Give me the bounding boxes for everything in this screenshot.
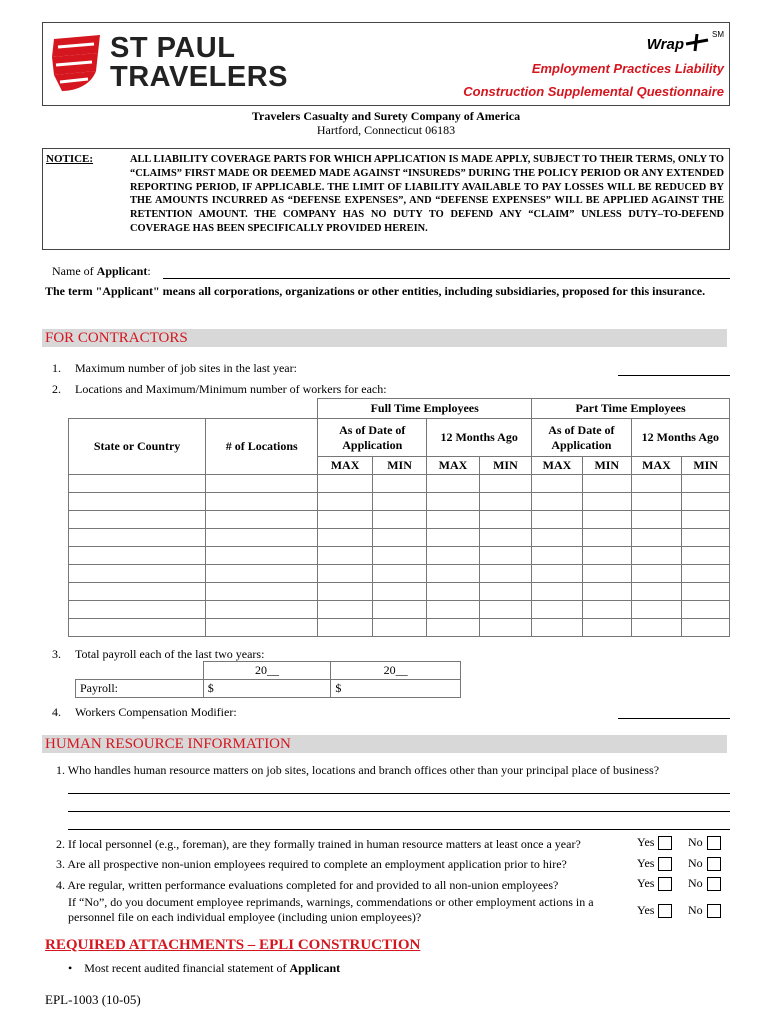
location-cell[interactable] <box>532 475 583 493</box>
company-address: Hartford, Connecticut 06183 <box>316 123 456 137</box>
location-cell[interactable] <box>532 493 583 511</box>
location-cell[interactable] <box>631 565 682 583</box>
location-row <box>69 565 730 583</box>
hr-q1-text: 1. Who handles human resource matters on job sites, locations and branch offices other than your principal place of business? <box>56 763 660 777</box>
payroll-year-2[interactable]: 20__ <box>331 662 461 680</box>
location-cell[interactable] <box>682 511 730 529</box>
job-sites-field[interactable] <box>618 375 730 376</box>
location-cell[interactable] <box>427 547 480 565</box>
location-cell[interactable] <box>479 475 531 493</box>
location-cell[interactable] <box>206 601 318 619</box>
location-cell[interactable] <box>631 619 682 637</box>
location-cell[interactable] <box>582 529 631 547</box>
max-header: MAX <box>318 457 373 475</box>
hr-q3-no-checkbox[interactable] <box>707 857 721 871</box>
location-cell[interactable] <box>582 583 631 601</box>
location-cell[interactable] <box>582 493 631 511</box>
location-cell[interactable] <box>318 619 373 637</box>
locations-table <box>68 398 730 637</box>
comp-modifier-field[interactable] <box>618 718 730 719</box>
q4-text: Workers Compensation Modifier: <box>75 705 237 719</box>
pt-as-of-date-header: As of Date of Application <box>532 419 632 457</box>
hr-q3-yes[interactable]: Yes <box>637 856 672 871</box>
q3-number: 3. <box>52 647 61 661</box>
location-cell[interactable] <box>532 511 583 529</box>
location-cell[interactable] <box>318 475 373 493</box>
location-cell[interactable] <box>582 565 631 583</box>
location-cell[interactable] <box>479 493 531 511</box>
location-row <box>69 475 730 493</box>
location-row <box>69 529 730 547</box>
company-name: Travelers Casualty and Surety Company of America <box>251 109 521 123</box>
hr-q2-text: 2. If local personnel (e.g., foreman), are they formally trained in human resource matters at least once a year? <box>56 837 581 851</box>
hr-q2-yes[interactable]: Yes <box>637 835 672 850</box>
location-cell[interactable] <box>206 565 318 583</box>
location-cell[interactable] <box>372 601 426 619</box>
q1-number: 1. <box>52 361 61 375</box>
min-header: MIN <box>682 457 730 475</box>
location-cell[interactable] <box>682 565 730 583</box>
location-cell[interactable] <box>582 511 631 529</box>
location-cell[interactable] <box>532 565 583 583</box>
min-header: MIN <box>372 457 426 475</box>
location-cell[interactable] <box>427 601 480 619</box>
location-cell[interactable] <box>532 583 583 601</box>
location-row <box>69 493 730 511</box>
location-cell[interactable] <box>682 493 730 511</box>
location-cell[interactable] <box>479 511 531 529</box>
payroll-amount-2[interactable]: $ <box>331 680 461 698</box>
location-cell[interactable] <box>682 601 730 619</box>
location-cell[interactable] <box>427 583 480 601</box>
location-cell[interactable] <box>69 475 206 493</box>
location-row <box>69 601 730 619</box>
state-country-header: State or Country <box>69 419 206 475</box>
payroll-table <box>75 661 461 698</box>
location-cell[interactable] <box>682 529 730 547</box>
hr-q4b-text: If “No”, do you document employee reprimands, warnings, commendations or other employment actions in a personnel file on each individual employee (including union employees)? <box>68 895 594 924</box>
location-cell[interactable] <box>318 493 373 511</box>
location-cell[interactable] <box>532 619 583 637</box>
location-cell[interactable] <box>682 547 730 565</box>
location-cell[interactable] <box>318 583 373 601</box>
notice-label: NOTICE: <box>46 153 94 165</box>
hr-section-title: HUMAN RESOURCE INFORMATION <box>45 736 291 752</box>
location-cell[interactable] <box>69 565 206 583</box>
hr-q1-answer-line-3[interactable] <box>68 829 730 830</box>
location-cell[interactable] <box>318 565 373 583</box>
location-cell[interactable] <box>372 547 426 565</box>
location-cell[interactable] <box>532 547 583 565</box>
location-cell[interactable] <box>372 583 426 601</box>
hr-q1-answer-line-2[interactable] <box>68 811 730 812</box>
notice-text: ALL LIABILITY COVERAGE PARTS FOR WHICH APPLICATION IS MADE APPLY, SUBJECT TO THEIR TERMS, ONLY TO “CLAIMS” FIRST MADE OR DEEMED MADE AGAINST “INSUREDS” DURING THE POLICY PERIOD OR ANY EXTENDED REPORTING PERIOD, IF APPLICABLE. THE LIMIT OF LIABILITY AVAILABLE TO PAY LOSSES WILL BE REDUCED BY THE AMOUNTS INCURRED AS “DEFENSE EXPENSES”, AND “DEFENSE EXPENSES” WILL BE APPLIED AGAINST THE RETENTION AMOUNT. THE COMPANY HAS NO DUTY TO DEFEND ANY “CLAIM” UNLESS DUTY–TO-DEFEND COVERAGE HAS BEEN SPECIFICALLY PROVIDED HEREIN. <box>130 154 724 234</box>
full-time-header: Full Time Employees <box>318 399 532 419</box>
hr-q3-no[interactable]: No <box>688 856 721 871</box>
max-header: MAX <box>631 457 682 475</box>
payroll-year-1[interactable]: 20__ <box>203 662 331 680</box>
pt-12-months-header: 12 Months Ago <box>631 419 729 457</box>
location-cell[interactable] <box>631 583 682 601</box>
location-cell[interactable] <box>682 619 730 637</box>
applicant-label: Name of Applicant: <box>52 264 151 278</box>
min-header: MIN <box>479 457 531 475</box>
location-cell[interactable] <box>682 583 730 601</box>
st-paul-travelers-logo <box>52 32 288 93</box>
bullet-icon: • <box>68 961 73 975</box>
form-number: EPL-1003 (10-05) <box>45 992 141 1007</box>
subtitle-employment-practices: Employment Practices Liability <box>531 61 724 76</box>
location-cell[interactable] <box>372 619 426 637</box>
hr-section-bar <box>42 735 727 753</box>
location-cell[interactable] <box>427 493 480 511</box>
q3-text: Total payroll each of the last two years: <box>75 647 265 661</box>
location-row <box>69 547 730 565</box>
locations-table-body <box>69 475 730 637</box>
hr-q2-yes-checkbox[interactable] <box>658 836 672 850</box>
num-locations-header: # of Locations <box>206 419 318 475</box>
location-row <box>69 583 730 601</box>
location-cell[interactable] <box>631 511 682 529</box>
payroll-amount-1[interactable]: $ <box>203 680 331 698</box>
location-cell[interactable] <box>206 475 318 493</box>
location-cell[interactable] <box>479 583 531 601</box>
contractors-section-title: FOR CONTRACTORS <box>45 330 188 346</box>
hr-q3-text: 3. Are all prospective non-union employees required to complete an employment application prior to hire? <box>56 857 567 871</box>
location-cell[interactable] <box>682 475 730 493</box>
q2-number: 2. <box>52 382 61 396</box>
location-cell[interactable] <box>318 547 373 565</box>
location-cell[interactable] <box>427 475 480 493</box>
location-cell[interactable] <box>631 601 682 619</box>
location-cell[interactable] <box>206 511 318 529</box>
hr-q4-yes-checkbox[interactable] <box>658 877 672 891</box>
hr-q2-no-checkbox[interactable] <box>707 836 721 850</box>
location-cell[interactable] <box>206 583 318 601</box>
location-cell[interactable] <box>69 619 206 637</box>
hr-q4-text: 4. Are regular, written performance evaluations completed for and provided to all non-union employees? <box>56 878 559 892</box>
notice-box <box>42 148 730 250</box>
attachments-title: REQUIRED ATTACHMENTS – EPLI CONSTRUCTION <box>45 937 421 953</box>
location-cell[interactable] <box>582 547 631 565</box>
max-header: MAX <box>532 457 583 475</box>
location-cell[interactable] <box>582 475 631 493</box>
ft-as-of-date-header: As of Date of Application <box>318 419 427 457</box>
hr-q4b-yes-checkbox[interactable] <box>658 904 672 918</box>
attachment-item: • Most recent audited financial statement of Applicant <box>68 961 341 975</box>
hr-q4-yes[interactable]: Yes <box>637 876 672 891</box>
service-mark: SM <box>712 30 724 39</box>
location-cell[interactable] <box>318 529 373 547</box>
hr-q3-yes-checkbox[interactable] <box>658 857 672 871</box>
ft-12-months-header: 12 Months Ago <box>427 419 532 457</box>
q1-text: Maximum number of job sites in the last year: <box>75 361 297 375</box>
location-cell[interactable] <box>372 565 426 583</box>
hr-q4b-no-checkbox[interactable] <box>707 904 721 918</box>
hr-q4b-yes[interactable]: Yes <box>637 903 672 918</box>
hr-q4-no[interactable]: No <box>688 876 721 891</box>
location-cell[interactable] <box>372 529 426 547</box>
location-cell[interactable] <box>631 529 682 547</box>
q4-number: 4. <box>52 705 61 719</box>
location-cell[interactable] <box>206 619 318 637</box>
location-cell[interactable] <box>582 601 631 619</box>
location-cell[interactable] <box>427 565 480 583</box>
location-cell[interactable] <box>206 547 318 565</box>
contractors-section-bar <box>42 329 727 347</box>
location-cell[interactable] <box>427 529 480 547</box>
max-header: MAX <box>427 457 480 475</box>
location-cell[interactable] <box>372 493 426 511</box>
location-cell[interactable] <box>532 529 583 547</box>
location-cell[interactable] <box>318 601 373 619</box>
location-cell[interactable] <box>372 511 426 529</box>
location-cell[interactable] <box>479 529 531 547</box>
location-cell[interactable] <box>479 619 531 637</box>
hr-q4b-no[interactable]: No <box>688 903 721 918</box>
location-cell[interactable] <box>479 547 531 565</box>
location-cell[interactable] <box>69 511 206 529</box>
location-cell[interactable] <box>427 511 480 529</box>
location-cell[interactable] <box>479 565 531 583</box>
part-time-header: Part Time Employees <box>532 399 730 419</box>
subtitle-construction-questionnaire: Construction Supplemental Questionnaire <box>463 84 724 99</box>
wrap-brand-text: Wrap <box>646 36 684 53</box>
location-cell[interactable] <box>479 601 531 619</box>
location-cell[interactable] <box>206 493 318 511</box>
min-header: MIN <box>582 457 631 475</box>
location-cell[interactable] <box>631 547 682 565</box>
hr-q4-no-checkbox[interactable] <box>707 877 721 891</box>
location-cell[interactable] <box>631 475 682 493</box>
location-cell[interactable] <box>69 583 206 601</box>
wrap-plus-icon <box>684 32 710 52</box>
location-cell[interactable] <box>427 619 480 637</box>
location-cell[interactable] <box>631 493 682 511</box>
location-cell[interactable] <box>318 511 373 529</box>
hr-q1-answer-line-1[interactable] <box>68 793 730 794</box>
location-cell[interactable] <box>582 619 631 637</box>
q2-text: Locations and Maximum/Minimum number of workers for each: <box>75 382 387 396</box>
hr-q2-no[interactable]: No <box>688 835 721 850</box>
logo-line2: TRAVELERS <box>110 61 288 93</box>
location-cell[interactable] <box>372 475 426 493</box>
location-cell[interactable] <box>69 601 206 619</box>
location-cell[interactable] <box>206 529 318 547</box>
payroll-label: Payroll: <box>76 680 204 698</box>
location-cell[interactable] <box>69 547 206 565</box>
location-cell[interactable] <box>69 493 206 511</box>
location-cell[interactable] <box>532 601 583 619</box>
wrap-brand <box>600 30 724 56</box>
location-cell[interactable] <box>69 529 206 547</box>
logo-line1: ST PAUL <box>110 32 236 64</box>
location-row <box>69 619 730 637</box>
location-row <box>69 511 730 529</box>
applicant-definition: The term "Applicant" means all corporations, organizations or other entities, including subsidiaries, proposed for this insurance. <box>45 284 706 298</box>
applicant-name-field[interactable] <box>163 278 730 279</box>
